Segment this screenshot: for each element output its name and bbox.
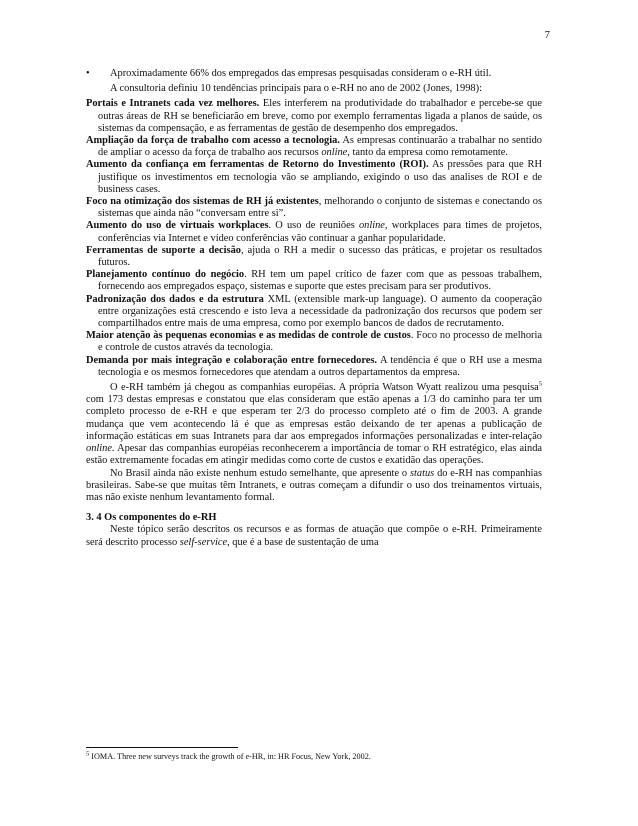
list-item: Padronização dos dados e da estrutura XML (extensible mark-up language). O aumento da cooperação entre organizações está crescendo e isto leva a necessidade da padronização dos recursos que podem ser compartilhados entre mais de uma empresa, como por exemplo bancos de dados de recrutamento. [86, 293, 542, 330]
list-item: Aumento da confiança em ferramentas de Retorno do Investimento (ROI). As pressões para que RH justifique os investimentos em tecnologia vão se ampliando, exigindo o uso das analises de ROI e de business cases. [86, 159, 542, 195]
list-item: Ampliação da força de trabalho com acesso a tecnologia. As empresas continuarão a trabalhar no sentido de ampliar o acesso da força de trabalho aos recursos online, tanto da empresa como remotamente. [86, 135, 542, 159]
footnote-divider [86, 747, 238, 748]
page-number: 7 [544, 30, 550, 41]
list-item: Portais e Intranets cada vez melhores. Eles interferem na produtividade do trabalhador e percebe-se que outras áreas de RH se beneficiarão em breve, como por exemplo ferramentas ligada a planos de saúde, os sistemas da compensação, e as ferramentas de gestão de desempenho dos empregados. [86, 98, 542, 134]
footnote-ref: 5 [538, 380, 542, 388]
bullet-paragraph: • Aproximadamente 66% dos empregados das empresas pesquisadas consideram o e-RH útil. [86, 68, 492, 79]
body-paragraph-brasil: No Brasil ainda não existe nenhum estudo semelhante, que apresente o status do e-RH nas companhias brasileiras. Sabe-se que muitas têm Intranets, e outras começam a difundir o uso dos treinamentos virtuais, mas não existe nenhum levantamento formal. [86, 467, 542, 503]
list-item: Foco na otimização dos sistemas de RH já existentes, melhorando o conjunto de sistemas e conectando os sistemas que ainda não “conversam entre si”. [86, 196, 543, 220]
list-item: Planejamento contínuo do negócio. RH tem um papel crítico de fazer com que as pessoas trabalhem, fornecendo aos empregados espaço, sistemas e suporte que estes precisam para ser produtivos. [86, 269, 542, 293]
intro-paragraph: A consultoria definiu 10 tendências principais para o e-RH no ano de 2002 (Jones, 1998): [110, 83, 482, 95]
list-item: Aumento do uso de virtuais workplaces. O uso de reuniões online, workplaces para times de projetos, conferências via Internet e vídeo conferências vão continuar a ganhar popularidade. [86, 220, 542, 244]
bullet-icon: • [86, 68, 90, 79]
document-body [86, 68, 542, 549]
footnote: $^5$ IOMA. Three new surveys track the growth of e-HR, in: HR Focus, New York, 2002. [86, 750, 371, 761]
body-paragraph-europe: O e-RH também já chegou as companhias européias. A própria Watson Wyatt realizou uma pesquisa$^5$ com 173 destas empresas e constatou que elas consideram que estão apenas a 1/3 do caminho para ter um completo processo de e-RH e que esperam ter 2/3 do processo completo até o fim de 2003. A grande mudança que vem acontecendo lá é que as empresas estão deixando de ter apenas a publicação de informação estáticas em suas Intranets para dar aos empregados informações personalizadas e inter-relação online. Apesar das companhias européias reconhecerem a importância de tomar o RH estratégico, elas ainda estão extremamente focadas em atingir medidas como corte de custos e exatidão das operações. [86, 380, 542, 467]
body-paragraph-components: Neste tópico serão descritos os recursos e as formas de atuação que compõe o e-RH. Primeiramente será descrito processo self-service, que é a base de sustentação de uma [86, 524, 542, 548]
list-item: Ferramentas de suporte a decisão, ajuda o RH a medir o sucesso das práticas, e projetar os resultados futuros. [86, 244, 542, 269]
list-item: Maior atenção às pequenas economias e as medidas de controle de custos. Foco no processo de melhoria e controle de custos através da tecnologia. [86, 330, 542, 354]
trends-list [86, 98, 542, 379]
list-item: Demanda por mais integração e colaboração entre fornecedores. A tendência é que o RH use a mesma tecnologia e os mesmos fornecedores que atendam a outros departamentos da empresa. [86, 354, 542, 378]
section-heading: 3. 4 Os componentes do e-RH [86, 512, 217, 524]
